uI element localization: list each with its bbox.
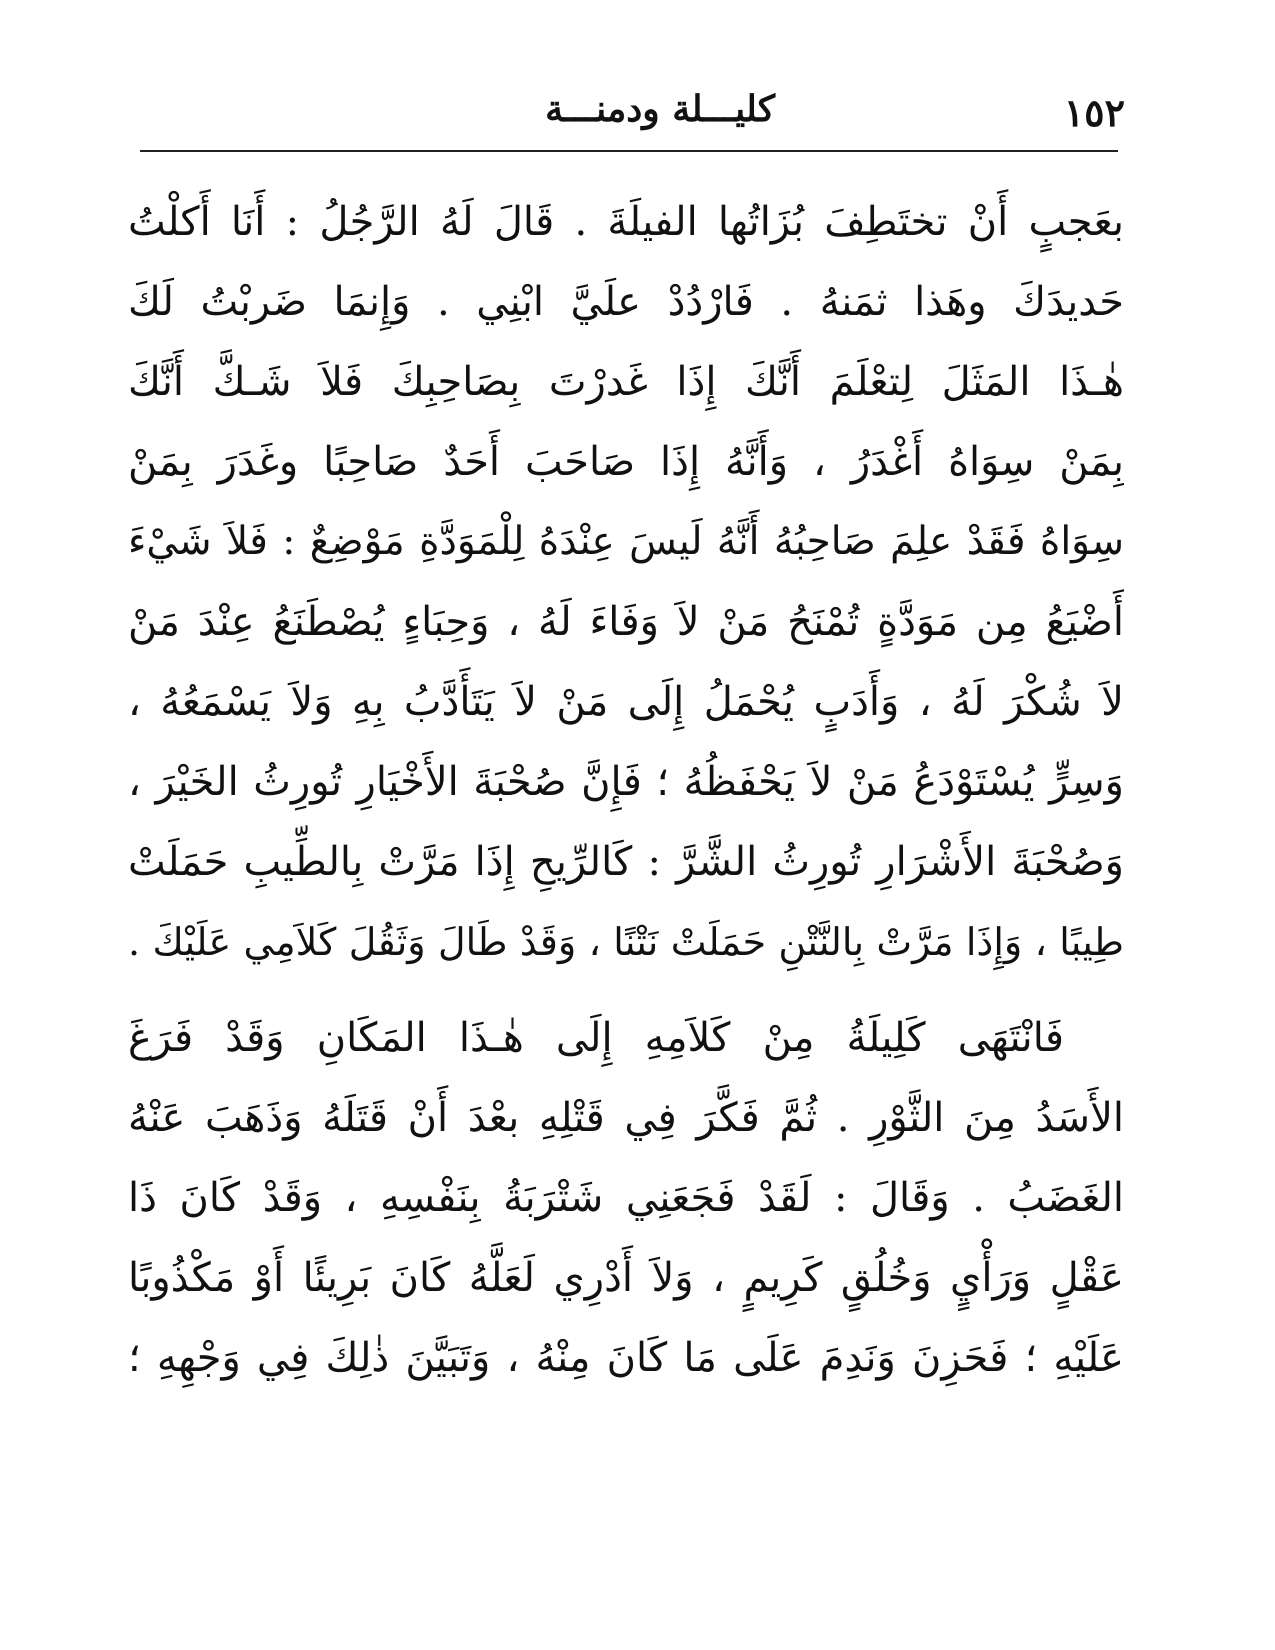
- paragraph-spacer: [128, 982, 1124, 998]
- text-line: وَسِرٍّ يُسْتَوْدَعُ مَنْ لاَ يَحْفَظُهُ ؛ فَإِنَّ صُحْبَةَ الأَخْيَارِ تُورِثُ الخَيْرَ ،: [128, 759, 1124, 805]
- header-rule: [140, 150, 1118, 152]
- text-line: سِوَاهُ فَقَدْ علِمَ صَاحِبُهُ أَنَّهُ لَيسَ عِنْدَهُ لِلْمَوَدَّةِ مَوْضِعٌ : فَلاَ شَيْءَ: [128, 519, 1124, 564]
- text-line: حَديدَكَ وهَذا ثمَنهُ . فَارْدُدْ علَيَّ ابْنِي . وَإِنمَا ضَربْتُ لَكَ: [128, 279, 1124, 325]
- text-line: عَلَيْهِ ؛ فَحَزِنَ وَنَدِمَ عَلَى مَا كَانَ مِنْهُ ، وَتَبَيَّنَ ذٰلِكَ فِي وَجْهِهِ ؛: [128, 1335, 1124, 1381]
- text-line: بِمَنْ سِوَاهُ أَغْدَرُ ، وَأَنَّهُ إِذَا صَاحَبَ أَحَدٌ صَاحِبًا وغَدَرَ بِمَنْ: [128, 439, 1124, 485]
- body-text: [128, 182, 1124, 1398]
- text-line: فَانْتَهَى كَلِيلَةُ مِنْ كَلاَمِهِ إِلَى هٰـذَا المَكَانِ وَقَدْ فَرَغَ: [128, 1015, 1064, 1061]
- text-line: الأَسَدُ مِنَ الثَّوْرِ . ثُمَّ فَكَّرَ فِي قَتْلِهِ بعْدَ أَنْ قَتَلَهُ وَذَهَبَ عَنْهُ: [128, 1095, 1124, 1141]
- page-number: ١٥٢: [1063, 90, 1125, 135]
- text-line: لاَ شُكْرَ لَهُ ، وَأَدَبٍ يُحْمَلُ إِلَى مَنْ لاَ يَتَأَدَّبُ بِهِ وَلاَ يَسْمَعُهُ ،: [128, 679, 1124, 725]
- text-line: هٰـذَا المَثَلَ لِتعْلَمَ أَنَّكَ إِذَا غَدرْتَ بِصَاحِبِكَ فَلاَ شَـكَّ أَنَّكَ: [128, 359, 1124, 405]
- text-line: أَضْيَعُ مِن مَوَدَّةٍ تُمْنَحُ مَنْ لاَ وَفَاءَ لَهُ ، وَحِبَاءٍ يُصْطَنَعُ عِنْدَ مَنْ: [128, 599, 1124, 645]
- text-line: عَقْلٍ وَرَأْيٍ وَخُلُقٍ كَرِيمٍ ، وَلاَ أَدْرِي لَعَلَّهُ كَانَ بَرِيئًا أَوْ مَكْذُوبًا: [128, 1255, 1124, 1301]
- text-line: الغَضَبُ . وَقَالَ : لَقَدْ فَجَعَنِي شَتْرَبَةُ بِنَفْسِهِ ، وَقَدْ كَانَ ذَا: [128, 1175, 1124, 1221]
- running-head: [140, 82, 1125, 142]
- text-line: وَصُحْبَةَ الأَشْرَارِ تُورِثُ الشَّرَّ : كَالرِّيحِ إِذَا مَرَّتْ بِالطِّيبِ حَمَلَتْ: [128, 839, 1124, 885]
- text-line: طِيبًا ، وَإِذَا مَرَّتْ بِالنَّتْنِ حَمَلَتْ نَتْنًا ، وَقَدْ طَالَ وَثَقُلَ كَلاَمِي عَلَيْكَ .: [128, 920, 1124, 964]
- paragraph-1: [128, 182, 1124, 982]
- text-line: بعَجبٍ أَنْ تختَطِفَ بُزَاتُها الفيلَةَ . قَالَ لَهُ الرَّجُلُ : أَنَا أَكلْتُ: [128, 199, 1124, 245]
- paragraph-2: [128, 998, 1124, 1398]
- book-title: كليـــلة ودمنـــة: [545, 88, 775, 130]
